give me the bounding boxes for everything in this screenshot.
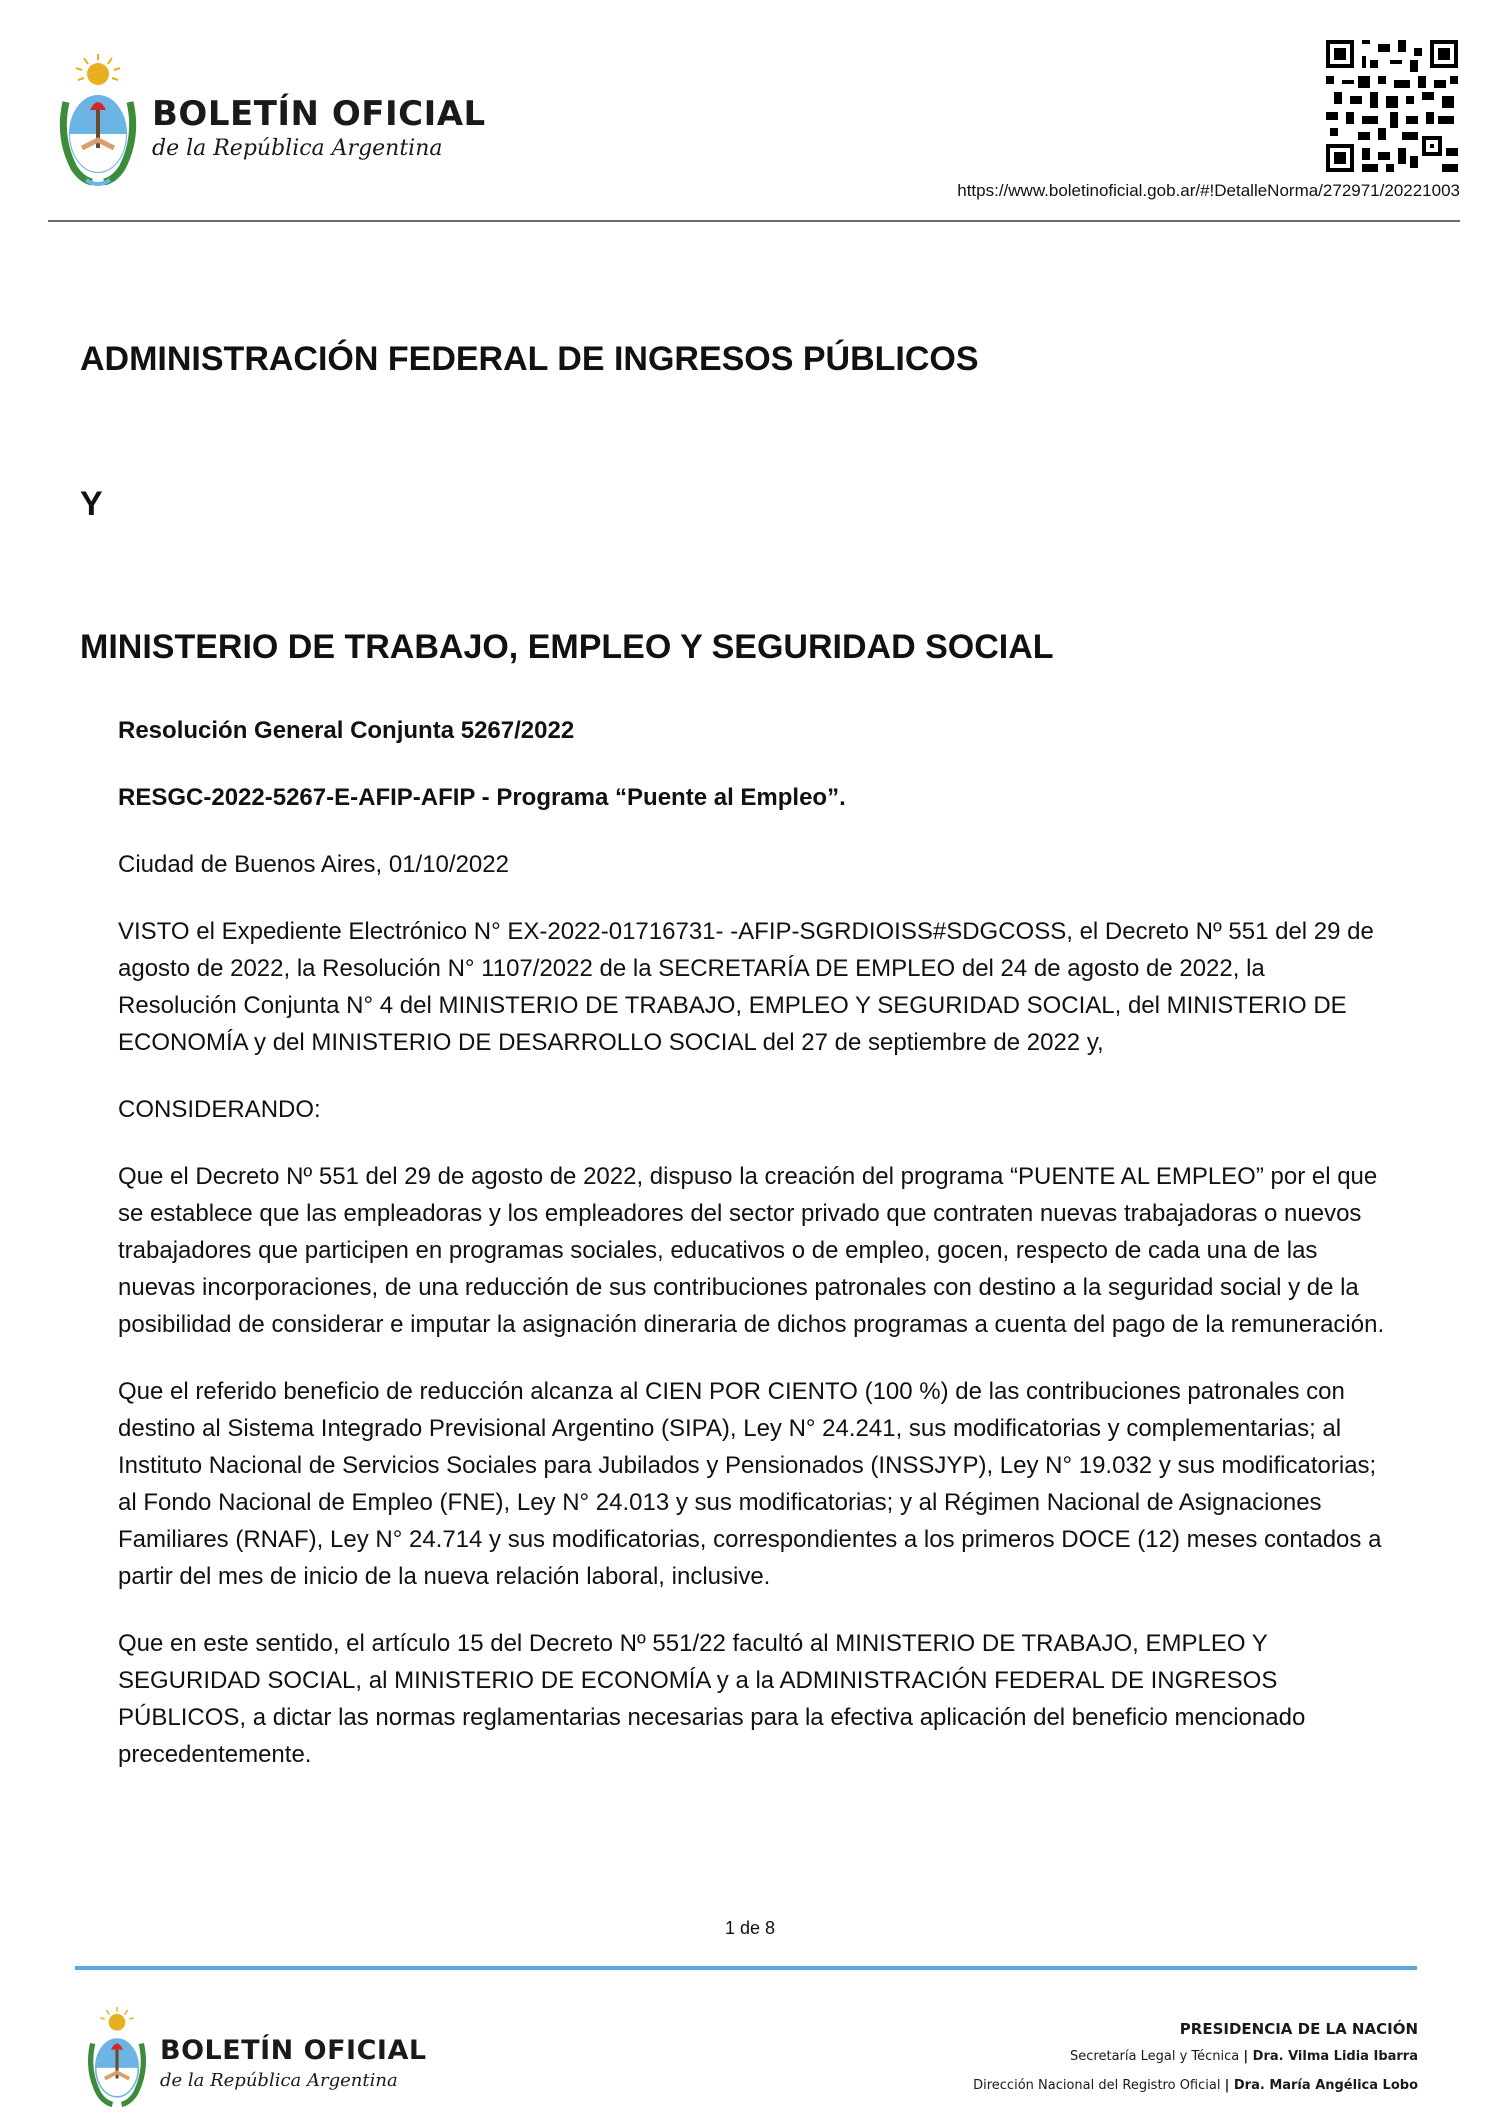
brand-title: BOLETÍN OFICIAL (152, 94, 486, 134)
footer-divider (75, 1966, 1417, 1970)
considerando-heading: CONSIDERANDO: (118, 1096, 321, 1123)
registry-line: Dirección Nacional del Registro Oficial | Dra. María Angélica Lobo (973, 2078, 1418, 2093)
visto-paragraph: VISTO el Expediente Electrónico N° EX-2022-01716731- -AFIP-SGRDIOISS#SDGCOSS, el Decreto Nº 551 del 29 de agosto de 2022, la Resolución N° 1107/2022 de la SECRETARÍA DE EMPLEO del 24 de agosto de 2022, la Resolución Conjunta N° 4 del MINISTERIO DE TRABAJO, EMPLEO Y SEGURIDAD SOCIAL, del MINISTERIO DE ECONOMÍA y del MINISTERIO DE DESARROLLO SOCIAL del 27 de septiembre de 2022 y, (118, 918, 1374, 1056)
registry-head: Dra. María Angélica Lobo (1233, 2078, 1418, 2093)
header-divider (48, 220, 1460, 222)
secretariat-head: Dra. Vilma Lidia Ibarra (1252, 2049, 1418, 2064)
paragraph: Que el Decreto Nº 551 del 29 de agosto de 2022, dispuso la creación del programa “PUENTE AL EMPLEO” por el que se establece que las empleadoras y los empleadores del sector privado que contraten nuevas trabajadoras o nuevos trabajadores que participen en programas sociales, educativos o de empleo, gocen, respecto de cada una de las nuevas incorporaciones, de una reducción de sus contribuciones patronales con destino a la seguridad social y de la posibilidad de considerar e imputar la asignación dineraria de dichos programas a cuenta del pago de la remuneración. (118, 1163, 1385, 1338)
document-url[interactable]: https://www.boletinoficial.gob.ar/#!DetalleNorma/272971/20221003 (957, 181, 1460, 200)
organization-title-afip: ADMINISTRACIÓN FEDERAL DE INGRESOS PÚBLICOS (80, 340, 979, 378)
secretariat-name: Secretaría Legal y Técnica (1070, 2049, 1240, 2064)
page-number: 1 de 8 (724, 1918, 776, 1938)
argentina-coat-of-arms-icon (82, 2005, 152, 2111)
argentina-coat-of-arms-icon (52, 52, 144, 190)
document-body (118, 712, 1388, 1803)
secretariat-line: Secretaría Legal y Técnica | Dra. Vilma Lidia Ibarra (1070, 2049, 1418, 2064)
paragraph: Que el referido beneficio de reducción alcanza al CIEN POR CIENTO (100 %) de las contribuciones patronales con destino al Sistema Integrado Previsional Argentino (SIPA), Ley N° 24.241, sus modificatorias y complementarias; al Instituto Nacional de Servicios Sociales para Jubilados y Pensionados (INSSJYP), Ley N° 19.032 y sus modificatorias; al Fondo Nacional de Empleo (FNE), Ley N° 24.013 y sus modificatorias; y al Régimen Nacional de Asignaciones Familiares (RNAF), Ley N° 24.714 y sus modificatorias, correspondientes a los primeros DOCE (12) meses contados a partir del mes de inicio de la nueva relación laboral, inclusive. (118, 1378, 1382, 1590)
resolution-title: Resolución General Conjunta 5267/2022 (118, 717, 575, 744)
footer-brand-subtitle: de la República Argentina (160, 2070, 398, 2091)
registry-name: Dirección Nacional del Registro Oficial (973, 2078, 1221, 2093)
organization-title-ministry: MINISTERIO DE TRABAJO, EMPLEO Y SEGURIDAD SOCIAL (80, 628, 1054, 666)
presidency-label: PRESIDENCIA DE LA NACIÓN (1179, 2020, 1418, 2038)
place-date: Ciudad de Buenos Aires, 01/10/2022 (118, 851, 509, 878)
qr-code-icon[interactable] (1326, 40, 1458, 172)
resolution-reference: RESGC-2022-5267-E-AFIP-AFIP - Programa “Puente al Empleo”. (118, 784, 846, 811)
brand-subtitle: de la República Argentina (152, 136, 443, 161)
footer-brand-title: BOLETÍN OFICIAL (160, 2035, 427, 2066)
paragraph: Que en este sentido, el artículo 15 del Decreto Nº 551/22 facultó al MINISTERIO DE TRABAJO, EMPLEO Y SEGURIDAD SOCIAL, al MINISTERIO DE ECONOMÍA y a la ADMINISTRACIÓN FEDERAL DE INGRESOS PÚBLICOS, a dictar las normas reglamentarias necesarias para la efectiva aplicación del beneficio mencionado precedentemente. (118, 1630, 1306, 1768)
organization-connector: Y (80, 485, 103, 523)
